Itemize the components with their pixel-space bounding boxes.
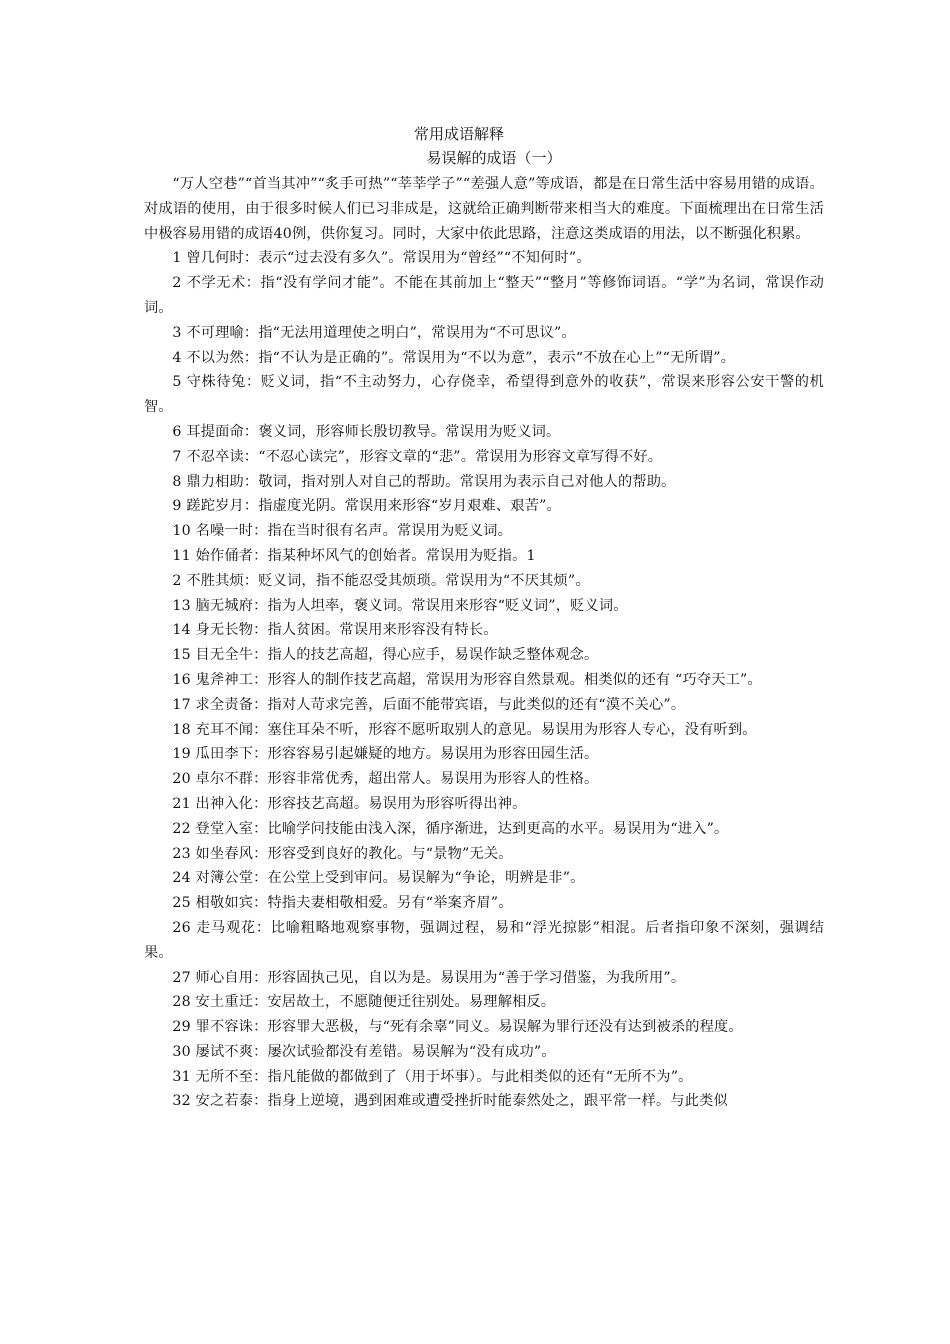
idiom-entry: 2 不学无术：指“没有学问才能”。不能在其前加上“整天”“整月”等修饰词语。“学”为名词，常误作动词。 (144, 275, 824, 316)
idiom-entry: 11 始作俑者：指某种坏风气的创始者。常误用为贬指。1 (172, 547, 536, 564)
document-title: 常用成语解释 (413, 125, 504, 143)
idiom-entry: 18 充耳不闻：塞住耳朵不听，形容不愿听取别人的意见。易误用为形容人专心，没有听到。 (172, 721, 757, 738)
idiom-list (144, 246, 824, 1114)
idiom-entry: 8 鼎力相助：敬词，指对别人对自己的帮助。常误用为表示自己对他人的帮助。 (172, 473, 676, 490)
idiom-entry: 5 守株待兔：贬义词，指“不主动努力，心存侥幸，希望得到意外的收获”，常误来形容公安干警的机智。 (144, 374, 824, 416)
idiom-entry: 13 脑无城府：指为人坦率，褒义词。常误用来形容“贬义词”，贬义词。 (172, 597, 628, 614)
idiom-entry: 6 耳提面命：褒义词，形容师长殷切教导。常误用为贬义词。 (172, 423, 561, 440)
idiom-entry: 9 蹉跎岁月：指虚度光阴。常误用来形容“岁月艰难、艰苦”。 (172, 498, 561, 515)
idiom-entry: 17 求全责备：指对人苛求完善，后面不能带宾语，与此类似的还有“漠不关心”。 (172, 696, 686, 713)
idiom-entry: 28 安土重迁：安居故土，不愿随便迁往别处。易理解相反。 (172, 994, 556, 1011)
idiom-entry: 23 如坐春风：形容受到良好的教化。与“景物”无关。 (172, 845, 513, 862)
idiom-entry: 30 屡试不爽：屡次试验都没有差错。易误解为“没有成功”。 (172, 1043, 556, 1060)
idiom-entry: 10 名噪一时：指在当时很有名声。常误用为贬义词。 (172, 523, 513, 540)
idiom-entry: 1 曾几何时：表示“过去没有多久”。常误用为“曾经”“不知何时”。 (172, 250, 591, 267)
idiom-entry: 25 相敬如宾：特指夫妻相敬相爱。另有“举案齐眉”。 (172, 895, 513, 912)
idiom-entry: 22 登堂入室：比喻学问技能由浅入深，循序渐进，达到更高的水平。易误用为“进入”。 (172, 820, 729, 837)
idiom-entry: 15 目无全牛：指人的技艺高超，得心应手，易误作缺乏整体观念。 (172, 647, 599, 664)
idiom-entry: 3 不可理喻：指“无法用道理使之明白”，常误用为“不可思议”。 (172, 324, 576, 341)
document-subtitle: 易误解的成语（一） (426, 149, 562, 167)
idiom-entry: 26 走马观花：比喻粗略地观察事物，强调过程，易和“浮光掠影”相混。后者指印象不深刻，强调结果。 (144, 919, 824, 961)
intro-paragraph: “万人空巷”“首当其冲”“炙手可热”“莘莘学子”“差强人意”等成语，都是在日常生活中容易用错的成语。对成语的使用，由于很多时候人们已习非成是，这就给正确判断带来相当大的难度。下面梳理出在日常生活中极容易用错的成语40例，供你复习。同时，大家中依此思路，注意这类成语的用法，以不断强化积累。 (144, 176, 824, 242)
idiom-entry: 27 师心自用：形容固执己见，自以为是。易误用为“善于学习借鉴，为我所用”。 (172, 969, 686, 986)
idiom-entry: 14 身无长物：指人贫困。常误用来形容没有特长。 (172, 622, 498, 639)
idiom-entry: 29 罪不容诛：形容罪大恶极，与“死有余辜”同义。易误解为罪行还没有达到被杀的程度。 (172, 1019, 743, 1036)
idiom-entry: 20 卓尔不群：形容非常优秀，超出常人。易误用为形容人的性格。 (172, 771, 599, 788)
idiom-entry: 19 瓜田李下：形容容易引起嫌疑的地方。易误用为形容田园生活。 (172, 746, 599, 763)
idiom-entry: 2 不胜其烦：贬义词，指不能忍受其烦琐。常误用为“不厌其烦”。 (172, 572, 590, 589)
idiom-entry: 21 出神入化：形容技艺高超。易误用为形容听得出神。 (172, 795, 527, 812)
idiom-entry: 4 不以为然：指“不认为是正确的”。常误用为“不以为意”，表示“不放在心上”“无所谓”。 (172, 349, 736, 366)
document-page (144, 122, 824, 1114)
idiom-entry: 16 鬼斧神工：形容人的制作技艺高超，常误用为形容自然景观。相类似的还有 “巧夺天工”。 (172, 671, 762, 688)
idiom-entry: 7 不忍卒读：“不忍心读完”，形容文章的“悲”。常误用为形容文章写得不好。 (172, 448, 663, 465)
idiom-entry: 24 对簿公堂：在公堂上受到审问。易误解为“争论，明辨是非”。 (172, 870, 585, 887)
idiom-entry: 32 安之若泰：指身上逆境，遇到困难或遭受挫折时能泰然处之，跟平常一样。与此类似 (172, 1093, 728, 1110)
idiom-entry: 31 无所不至：指凡能做的都做到了（用于坏事）。与此相类似的还有“无所不为”。 (172, 1068, 693, 1085)
